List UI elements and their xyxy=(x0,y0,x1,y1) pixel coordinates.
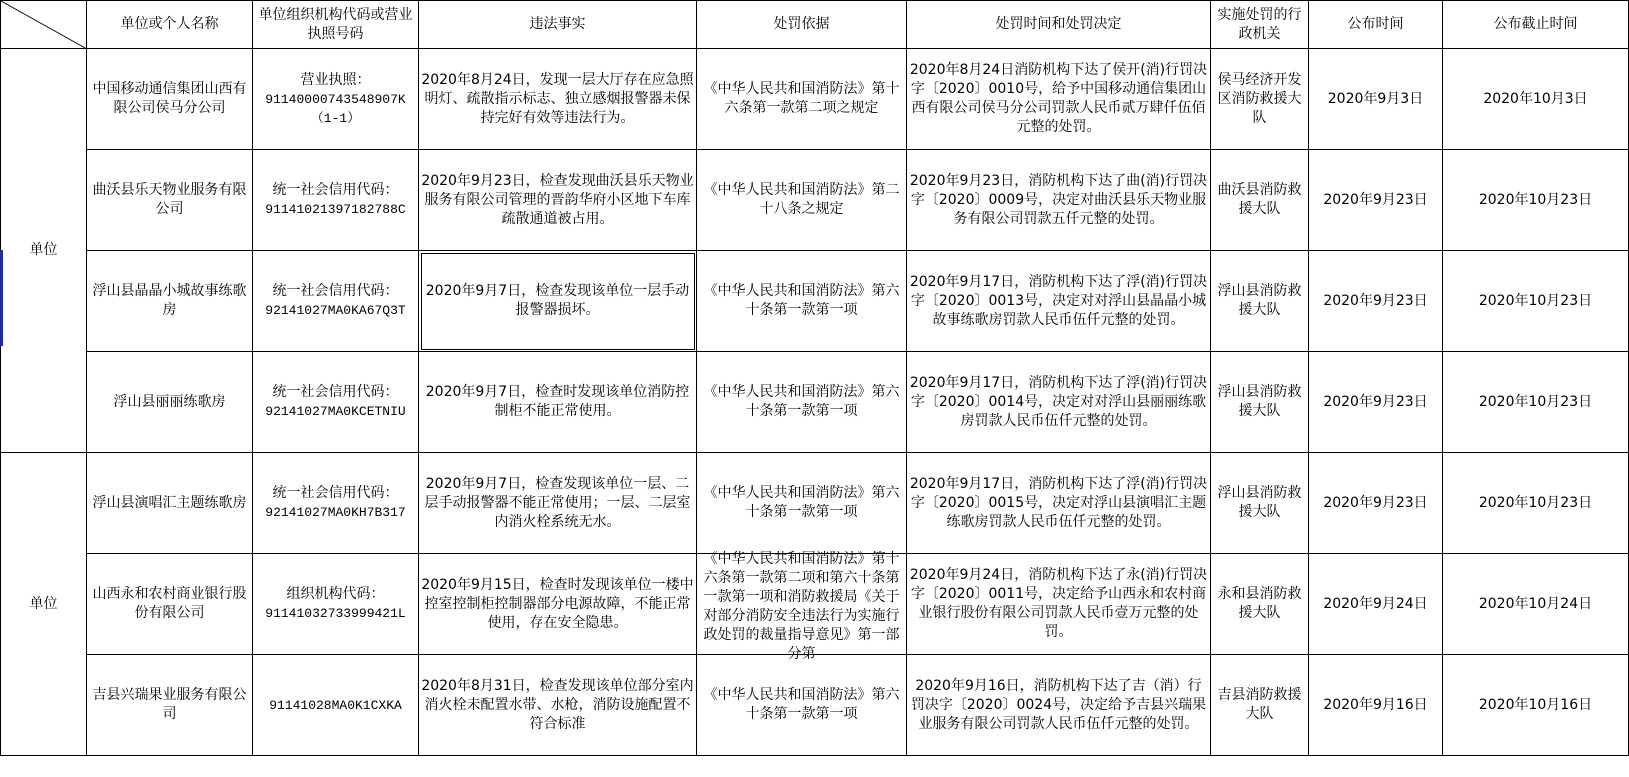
end-date: 2020年10月23日 xyxy=(1443,251,1629,352)
code-value: 91141032733999421L xyxy=(265,606,406,621)
table-row xyxy=(1,49,1629,150)
code-value: 92141027MA0KH7B317 xyxy=(265,505,406,520)
penalty-basis: 《中华人民共和国消防法》第六十条第一款第一项 xyxy=(697,655,907,756)
authority: 浮山县消防救援大队 xyxy=(1211,453,1309,554)
authority: 吉县消防救援大队 xyxy=(1211,655,1309,756)
penalty-basis: 《中华人民共和国消防法》第六十条第一款第一项 xyxy=(697,251,907,352)
group-label: 单位 xyxy=(1,453,87,756)
violation-facts: 2020年8月31日，检查发现该单位部分室内消火栓未配置水带、水枪，消防设施配置不符合标准 xyxy=(419,655,697,756)
header-name: 单位或个人名称 xyxy=(87,1,253,49)
publish-date: 2020年9月3日 xyxy=(1309,49,1443,150)
header-authority: 实施处罚的行政机关 xyxy=(1211,1,1309,49)
unit-code xyxy=(253,150,419,251)
unit-name: 中国移动通信集团山西有限公司侯马分公司 xyxy=(87,49,253,150)
table-row xyxy=(1,554,1629,655)
publish-date: 2020年9月23日 xyxy=(1309,453,1443,554)
unit-code xyxy=(253,49,419,150)
code-label: 统一社会信用代码： xyxy=(272,182,399,198)
penalty-basis: 《中华人民共和国消防法》第六十条第一款第一项 xyxy=(697,352,907,453)
penalty-basis-overflow xyxy=(697,551,907,662)
group-label: 单位 xyxy=(1,49,87,453)
publish-date: 2020年9月23日 xyxy=(1309,150,1443,251)
penalty-decision: 2020年9月17日，消防机构下达了浮(消)行罚决字〔2020〕0014号，决定对对浮山县丽丽练歌房罚款人民币伍仟元整的处罚。 xyxy=(907,352,1211,453)
unit-name: 浮山县晶晶小城故事练歌房 xyxy=(87,251,253,352)
penalty-basis: 《中华人民共和国消防法》第六十条第一款第一项 xyxy=(697,453,907,554)
authority: 侯马经济开发区消防救援大队 xyxy=(1211,49,1309,150)
publish-date: 2020年9月24日 xyxy=(1309,554,1443,655)
code-value: 91141021397182788C xyxy=(265,202,406,217)
violation-facts-selected-cell[interactable]: 2020年9月7日，检查发现该单位一层手动报警器损坏。 xyxy=(419,251,697,352)
end-date: 2020年10月23日 xyxy=(1443,352,1629,453)
violation-facts: 2020年9月23日，检查发现曲沃县乐天物业服务有限公司管理的晋韵华府小区地下车库疏散通道被占用。 xyxy=(419,150,697,251)
code-value: 92141027MA0KCETNIU xyxy=(265,404,406,419)
code-label: 统一社会信用代码： xyxy=(272,384,399,400)
violation-facts: 2020年8月24日，发现一层大厅存在应急照明灯、疏散指示标志、独立感烟报警器未保持完好有效等违法行为。 xyxy=(419,49,697,150)
penalty-decision: 2020年9月16日，消防机构下达了吉（消）行罚决字〔2020〕0024号，决定给予吉县兴瑞果业服务有限公司罚款人民币伍仟元整的处罚。 xyxy=(907,655,1211,756)
code-label: 营业执照： xyxy=(300,71,371,88)
header-row xyxy=(1,1,1629,49)
violation-facts: 2020年9月7日，检查时发现该单位消防控制柜不能正常使用。 xyxy=(419,352,697,453)
end-date: 2020年10月16日 xyxy=(1443,655,1629,756)
code-label: 统一社会信用代码： xyxy=(272,283,399,299)
penalty-basis: 《中华人民共和国消防法》第十六条第一款第二项之规定 xyxy=(697,49,907,150)
unit-name: 山西永和农村商业银行股份有限公司 xyxy=(87,554,253,655)
code-value: 91140000743548907K（1-1） xyxy=(265,91,406,126)
code-label: 统一社会信用代码： xyxy=(272,485,399,501)
table-row xyxy=(1,150,1629,251)
unit-name: 吉县兴瑞果业服务有限公司 xyxy=(87,655,253,756)
header-basis: 处罚依据 xyxy=(697,1,907,49)
penalty-decision: 2020年8月24日消防机构下达了侯开(消)行罚决字〔2020〕0010号，给予中国移动通信集团山西有限公司侯马分公司罚款人民币贰万肆仟伍佰元整的处罚。 xyxy=(907,49,1211,150)
table-row xyxy=(1,655,1629,756)
authority: 永和县消防救援大队 xyxy=(1211,554,1309,655)
unit-name: 曲沃县乐天物业服务有限公司 xyxy=(87,150,253,251)
violation-facts: 2020年9月7日，检查发现该单位一层、二层手动报警器不能正常使用；一层、二层室内消火栓系统无水。 xyxy=(419,453,697,554)
unit-code xyxy=(253,655,419,756)
header-diagonal-cell xyxy=(1,1,87,49)
end-date: 2020年10月23日 xyxy=(1443,150,1629,251)
table-row xyxy=(1,251,1629,352)
unit-name: 浮山县演唱汇主题练歌房 xyxy=(87,453,253,554)
code-value: 91141028MA0K1CXKA xyxy=(269,697,402,713)
penalty-decision: 2020年9月24日，消防机构下达了永(消)行罚决字〔2020〕0011号，决定给予山西永和农村商业银行股份有限公司罚款人民币壹万元整的处罚。 xyxy=(907,554,1211,655)
publish-date: 2020年9月23日 xyxy=(1309,251,1443,352)
table-row xyxy=(1,453,1629,554)
penalty-decision: 2020年9月17日，消防机构下达了浮(消)行罚决字〔2020〕0013号，决定对对浮山县晶晶小城故事练歌房罚款人民币伍仟元整的处罚。 xyxy=(907,251,1211,352)
authority: 浮山县消防救援大队 xyxy=(1211,251,1309,352)
unit-code xyxy=(253,453,419,554)
header-decision: 处罚时间和处罚决定 xyxy=(907,1,1211,49)
header-facts: 违法事实 xyxy=(419,1,697,49)
unit-code xyxy=(253,554,419,655)
penalty-basis-clip: 《中华人民共和国消防法》第十六条第一款第二项和第六十条第一款第一项和消防救援局《关于对部分消防安全违法行为实施行政处罚的裁量指导意见》第一部分第 xyxy=(703,551,900,662)
unit-code xyxy=(253,251,419,352)
publish-date: 2020年9月23日 xyxy=(1309,352,1443,453)
authority: 浮山县消防救援大队 xyxy=(1211,352,1309,453)
end-date: 2020年10月24日 xyxy=(1443,554,1629,655)
penalty-decision: 2020年9月23日，消防机构下达了曲(消)行罚决字〔2020〕0009号，决定对曲沃县乐天物业服务有限公司罚款五仟元整的处罚。 xyxy=(907,150,1211,251)
diagonal-line xyxy=(1,1,87,49)
header-code: 单位组织机构代码或营业执照号码 xyxy=(253,1,419,49)
header-end-date: 公布截止时间 xyxy=(1443,1,1629,49)
end-date: 2020年10月23日 xyxy=(1443,453,1629,554)
table-row xyxy=(1,352,1629,453)
code-label: 组织机构代码： xyxy=(286,586,385,602)
selection-edge-marker xyxy=(0,250,3,346)
code-value: 92141027MA0KA67Q3T xyxy=(265,303,406,318)
penalty-decision: 2020年9月17日，消防机构下达了浮(消)行罚决字〔2020〕0015号，决定对浮山县演唱汇主题练歌房罚款人民币伍仟元整的处罚。 xyxy=(907,453,1211,554)
violation-facts: 2020年9月15日，检查时发现该单位一楼中控室控制柜控制器部分电源故障，不能正常使用，存在安全隐患。 xyxy=(419,554,697,655)
unit-code xyxy=(253,352,419,453)
end-date: 2020年10月3日 xyxy=(1443,49,1629,150)
publish-date: 2020年9月16日 xyxy=(1309,655,1443,756)
unit-name: 浮山县丽丽练歌房 xyxy=(87,352,253,453)
header-publish-date: 公布时间 xyxy=(1309,1,1443,49)
authority: 曲沃县消防救援大队 xyxy=(1211,150,1309,251)
penalty-basis: 《中华人民共和国消防法》第二十八条之规定 xyxy=(697,150,907,251)
